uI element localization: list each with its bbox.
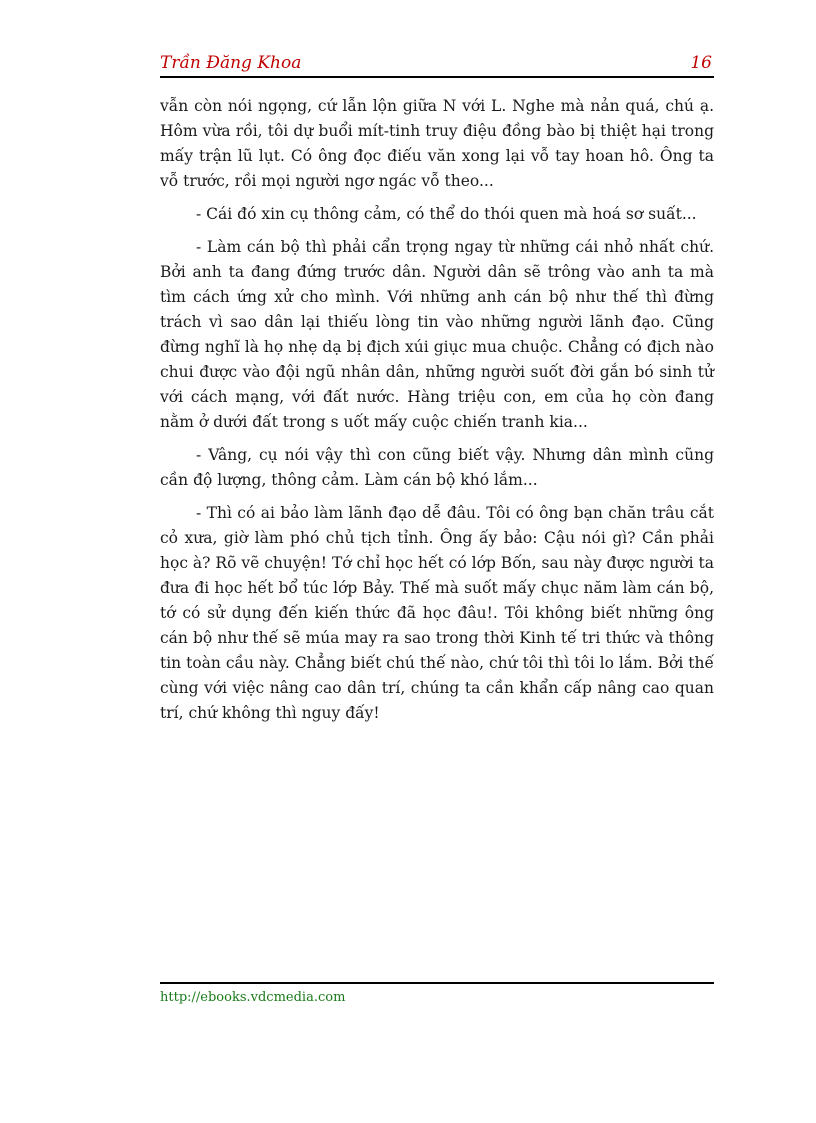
paragraph: - Làm cán bộ thì phải cẩn trọng ngay từ những cái nhỏ nhất chứ. Bởi anh ta đang đứng trước dân. Người dân sẽ trông vào anh ta mà tìm cách ứng xử cho mình. Với những anh cán bộ như thế thì đừng trách vì sao dân lại thiếu lòng tin vào những người lãnh đạo. Cũng đừng nghĩ là họ nhẹ dạ bị địch xúi giục mua chuộc. Chẳng có địch nào chui được vào đội ngũ nhân dân, những người suốt đời gắn bó sinh tử với cách mạng, với đất nước. Hàng triệu con, em của họ còn đang nằm ở dưới đất trong s uốt mấy cuộc chiến tranh kia... — [160, 238, 714, 431]
paragraph: - Vâng, cụ nói vậy thì con cũng biết vậy. Nhưng dân mình cũng cần độ lượng, thông cảm. Làm cán bộ khó lắm... — [160, 446, 714, 489]
paragraph: - Thì có ai bảo làm lãnh đạo dễ đâu. Tôi có ông bạn chăn trâu cắt cỏ xưa, giờ làm phó chủ tịch tỉnh. Ông ấy bảo: Cậu nói gì? Cần phải học à? Rõ vẽ chuyện! Tớ chỉ học hết có lớp Bốn, sau này được người ta đưa đi học hết bổ túc lớp Bảy. Thế mà suốt mấy chục năm làm cán bộ, tớ có sử dụng đến kiến thức đã học đâu!. Tôi không biết những ông cán bộ như thế sẽ múa may ra sao trong thời Kinh tế tri thức và thông tin toàn cầu này. Chẳng biết chú thế nào, chứ tôi thì tôi lo lắm. Bởi thế cùng với việc nâng cao dân trí, chúng ta cần khẩn cấp nâng cao quan trí, chứ không thì nguy đấy! — [160, 504, 714, 722]
paragraph: - Cái đó xin cụ thông cảm, có thể do thói quen mà hoá sơ suất... — [196, 205, 697, 223]
footer-url: http://ebooks.vdcmedia.com — [160, 990, 346, 1005]
header-author: Trần Đăng Khoa — [160, 53, 302, 73]
footer-divider — [160, 982, 714, 984]
page-number: 16 — [690, 53, 712, 73]
page-header — [160, 52, 714, 78]
body-text — [160, 94, 714, 734]
paragraph: vẫn còn nói ngọng, cứ lẫn lộn giữa N với L. Nghe mà nản quá, chú ạ. Hôm vừa rồi, tôi dự buổi mít-tinh truy điệu đồng bào bị thiệt hại trong mấy trận lũ lụt. Có ông đọc điếu văn xong lại vỗ tay hoan hô. Ông ta vỗ trước, rồi mọi người ngơ ngác vỗ theo... — [160, 97, 714, 190]
